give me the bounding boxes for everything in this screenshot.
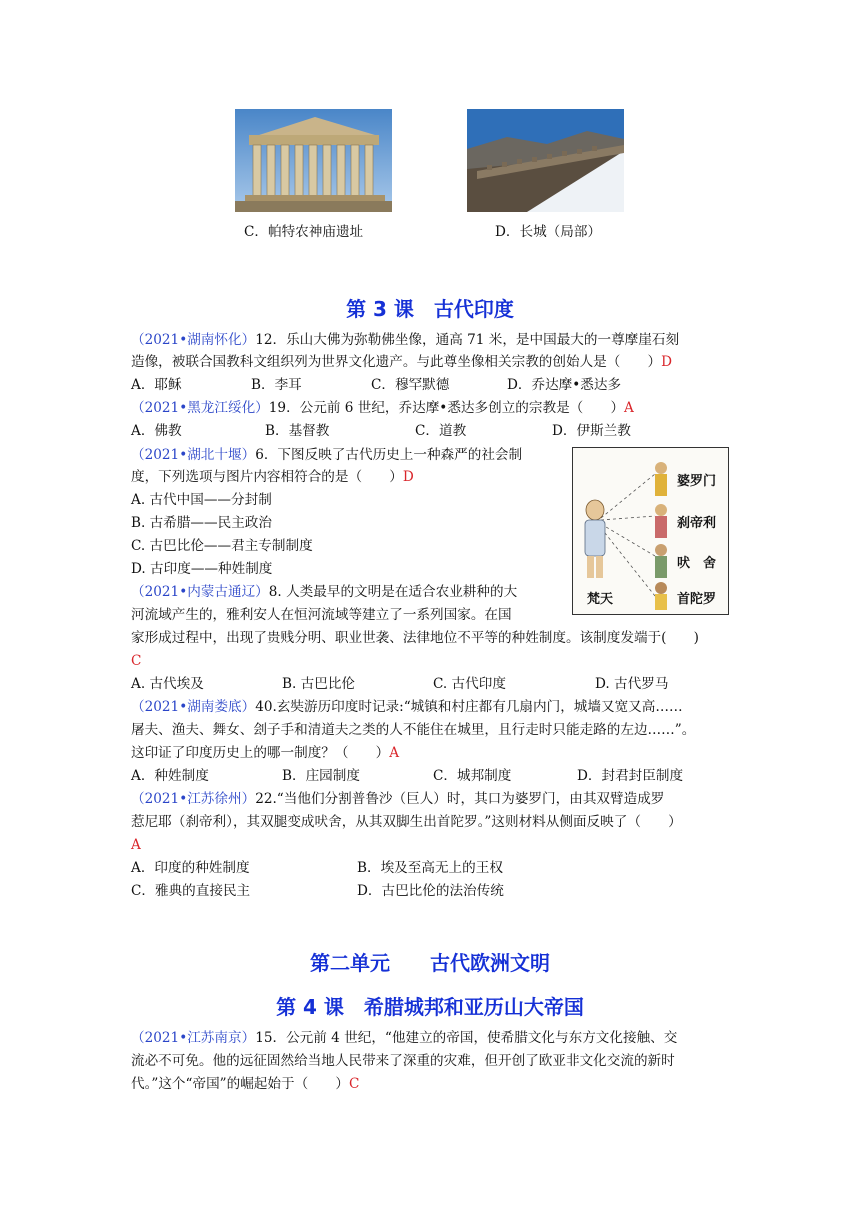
q2-answer: A: [624, 400, 634, 416]
q6-line1: [131, 789, 664, 809]
unit2-heading: 第二单元 古代欧洲文明: [310, 951, 550, 975]
q4-text1: 8. 人类最早的文明是在适合农业耕种的大: [268, 584, 518, 600]
parthenon-caption: C．帕特农神庙遗址: [244, 224, 364, 240]
q1-line1: [131, 330, 679, 350]
q3-answer: D: [402, 469, 414, 485]
q7-line2: 流必不可免。他的远征固然给当地人民带来了深重的灾难，但开创了欧亚非文化交流的新时: [131, 1053, 675, 1069]
q1-text1: 12．乐山大佛为弥勒佛坐像，通高 71 米，是中国最大的一尊摩崖石刻: [255, 332, 680, 348]
q7-answer: C: [348, 1076, 360, 1092]
great-wall-image: [467, 109, 624, 212]
caste-system-figure: [572, 447, 729, 615]
q4-line3: 家形成过程中，出现了贵贱分明、职业世袭、法律地位不平等的种姓制度。该制度发端于( ): [131, 630, 699, 646]
q3-text2: 度，下列选项与图片内容相符合的是（ ）: [131, 469, 403, 485]
q5-option-c: C．城邦制度: [433, 768, 512, 784]
caste-label-brahma: 梵天: [587, 592, 614, 607]
q3-text1: 6．下图反映了古代历史上一种森严的社会制: [255, 447, 523, 463]
q5-answer: A: [389, 745, 400, 761]
q5-line2: 屠夫、渔夫、舞女、刽子手和清道夫之类的人不能住在城里，且行走时只能走路的左边……”。: [131, 722, 696, 738]
q2-line1: [131, 398, 634, 418]
q6-option-c: C．雅典的直接民主: [131, 883, 251, 899]
q6-answer: A: [131, 837, 141, 853]
q5-line1: [131, 697, 683, 717]
q1-line2: [131, 352, 672, 372]
q3-option-a: A. 古代中国——分封制: [131, 492, 272, 508]
q2-option-a: A．佛教: [131, 423, 182, 439]
parthenon-image: [235, 109, 392, 212]
q5-line3: [131, 743, 399, 763]
q3-line1: [131, 445, 522, 465]
q7-text1: 15．公元前 4 世纪，“他建立的帝国，使希腊文化与东方文化接触、交: [255, 1030, 678, 1046]
q4-option-a: A. 古代埃及: [131, 676, 204, 692]
q6-line2: 惹尼耶（刹帝利），其双腿变成吠舍，从其双脚生出首陀罗。”这则材料从侧面反映了（ ）: [131, 814, 682, 830]
q7-line1: [131, 1028, 677, 1048]
great-wall-caption: D．长城（局部）: [495, 224, 602, 240]
q6-option-d: D．古巴比伦的法治传统: [357, 883, 504, 899]
q1-option-a: A．耶稣: [131, 377, 182, 393]
q1-option-d: D．乔达摩•悉达多: [507, 377, 622, 393]
q6-source: （2021•江苏徐州）: [131, 791, 256, 807]
q4-source: （2021•内蒙古通辽）: [131, 584, 269, 600]
q5-option-a: A．种姓制度: [131, 768, 209, 784]
caste-label-kshatriya: 刹帝利: [677, 516, 717, 531]
q2-text1: 19．公元前 6 世纪，乔达摩•悉达多创立的宗教是（ ）: [268, 400, 625, 416]
q7-source: （2021•江苏南京）: [131, 1030, 256, 1046]
q6-option-a: A．印度的种姓制度: [131, 860, 250, 876]
caste-label-vaishya: 吠 舍: [677, 556, 717, 571]
q1-option-b: B．李耳: [251, 377, 302, 393]
q3-option-b: B. 古希腊——民主政治: [131, 515, 272, 531]
q2-source: （2021•黑龙江绥化）: [131, 400, 269, 416]
q1-source: （2021•湖南怀化）: [131, 332, 256, 348]
q2-option-b: B．基督教: [265, 423, 330, 439]
q6-text1: 22.“当他们分割普鲁沙（巨人）时，其口为婆罗门，由其双臂造成罗: [255, 791, 665, 807]
q4-option-c: C. 古代印度: [433, 676, 506, 692]
q4-answer: C: [131, 653, 142, 669]
caste-label-brahmin: 婆罗门: [677, 474, 717, 489]
q3-option-d: D. 古印度——种姓制度: [131, 561, 273, 577]
q7-line3: [131, 1074, 359, 1094]
q7-text3: 代。”这个“帝国”的崛起始于（ ）: [131, 1076, 349, 1092]
q5-text1: 40.玄奘游历印度时记录:“城镇和村庄都有几扇内门，城墙又宽又高……: [255, 699, 683, 715]
q5-option-b: B．庄园制度: [282, 768, 360, 784]
q1-option-c: C．穆罕默德: [371, 377, 450, 393]
q3-source: （2021•湖北十堰）: [131, 447, 256, 463]
q2-option-d: D．伊斯兰教: [552, 423, 631, 439]
q2-option-c: C．道教: [415, 423, 467, 439]
lesson4-heading: 第 4 课 希腊城邦和亚历山大帝国: [276, 995, 584, 1019]
q4-line1: [131, 582, 517, 602]
q3-option-c: C. 古巴比伦——君主专制制度: [131, 538, 313, 554]
q6-option-b: B．埃及至高无上的王权: [357, 860, 503, 876]
q5-option-d: D．封君封臣制度: [577, 768, 684, 784]
q5-text3: 这印证了印度历史上的哪一制度？（ ）: [131, 745, 390, 761]
q4-option-d: D. 古代罗马: [595, 676, 669, 692]
q5-source: （2021•湖南娄底）: [131, 699, 256, 715]
q1-text2: 造像，被联合国教科文组织列为世界文化遗产。与此尊坐像相关宗教的创始人是（ ）: [131, 354, 662, 370]
q1-answer: D: [661, 354, 673, 370]
q4-line2: 河流域产生的，雅利安人在恒河流域等建立了一系列国家。在国: [131, 607, 512, 623]
q3-line2: [131, 467, 414, 487]
lesson3-heading: 第 3 课 古代印度: [346, 297, 514, 321]
q4-option-b: B. 古巴比伦: [282, 676, 356, 692]
caste-label-shudra: 首陀罗: [677, 592, 717, 607]
